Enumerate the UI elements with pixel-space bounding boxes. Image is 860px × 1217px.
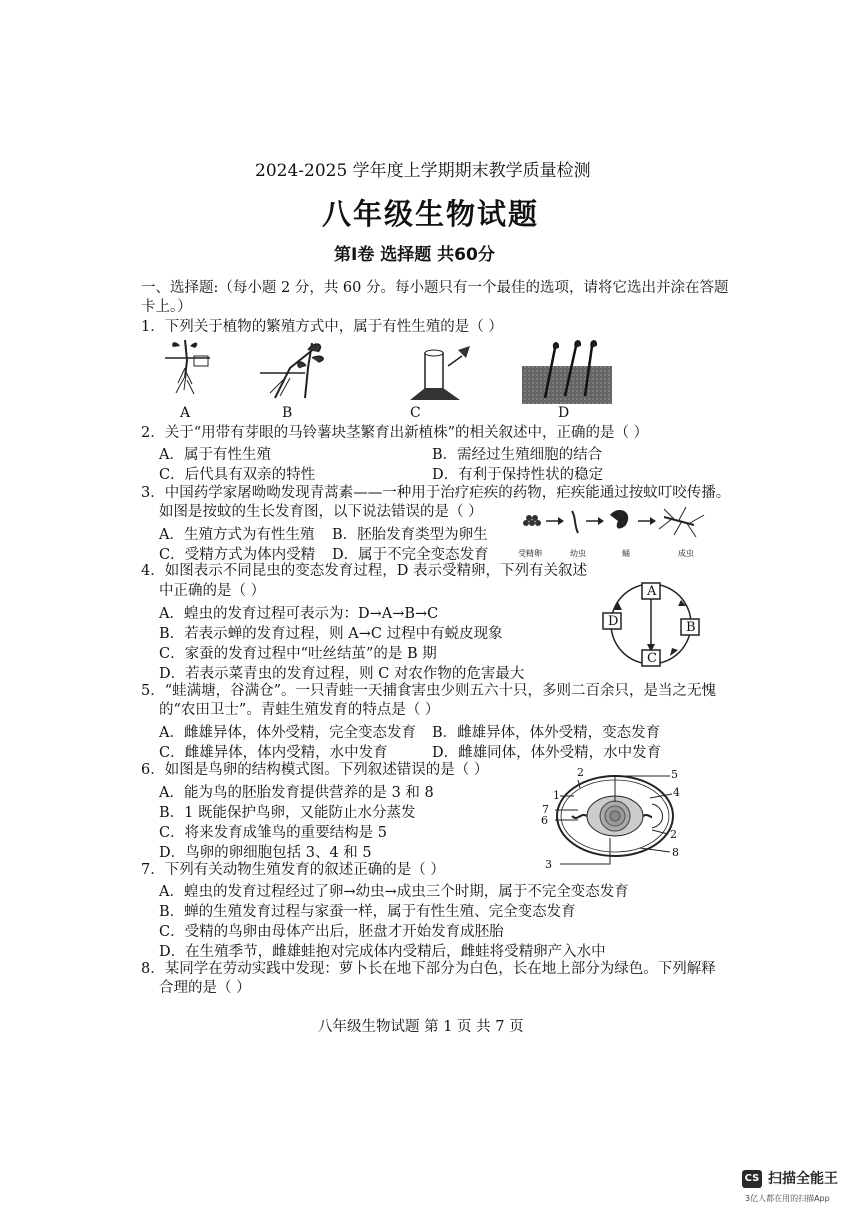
q2-option-d: D．有利于保持性状的稳定 (432, 467, 604, 483)
q6-num-7: 7 (542, 803, 549, 816)
q1-stem: 1．下列关于植物的繁殖方式中，属于有性生殖的是（ ） (141, 319, 503, 335)
instructions-line-2: 卡上。） (141, 299, 192, 315)
camscanner-tagline: 3亿人都在用的扫描App (745, 1194, 830, 1203)
q7-option-b: B．蝉的生殖发育过程与家蚕一样，属于有性生殖、完全变态发育 (159, 904, 576, 920)
q4-option-b: B．若表示蝉的发育过程，则 A→C 过程中有蜕皮现象 (159, 626, 503, 642)
q5-stem-line-1: 5．“蛙满塘，谷满仓”。一只青蛙一天捕食害虫少则五六十只，多则二百余只，是当之无愧 (141, 683, 717, 699)
q6-stem: 6．如图是鸟卵的结构模式图。下列叙述错误的是（ ） (141, 762, 489, 778)
section-title: 第Ⅰ卷 选择题 共60分 (334, 245, 495, 265)
q7-option-a: A．蝗虫的发育过程经过了卵→幼虫→成虫三个时期，属于不完全变态发育 (159, 884, 629, 900)
q8-stem-line-1: 8．某同学在劳动实践中发现：萝卜长在地下部分为白色，长在地上部分为绿色。下列解释 (141, 961, 716, 977)
q1-figure-a-cutting-icon (165, 340, 210, 394)
instructions-line-1: 一、选择题:（每小题 2 分，共 60 分。每小题只有一个最佳的选项，请将它选出并涂在答题 (141, 280, 729, 296)
q1-figure-b-layering-icon (260, 343, 323, 398)
q5-option-c: C．雌雄异体，体内受精，水中发育 (159, 745, 388, 761)
q2-stem: 2．关于“用带有芽眼的马铃薯块茎繁育出新植株”的相关叙述中，正确的是（ ） (141, 425, 649, 441)
q4-option-a: A．蝗虫的发育过程可表示为：D→A→B→C (159, 606, 439, 622)
q6-num-2-right: 2 (670, 828, 677, 841)
q3-stage-label-adult: 成虫 (678, 549, 694, 558)
q4-option-c: C．家蚕的发育过程中“吐丝结茧”的是 B 期 (159, 646, 437, 662)
page-footer: 八年级生物试题 第 1 页 共 7 页 (318, 1019, 524, 1035)
q3-option-d: D．属于不完全变态发育 (332, 547, 489, 563)
q6-option-a: A．能为鸟的胚胎发育提供营养的是 3 和 8 (159, 785, 434, 801)
q7-option-c: C．受精的鸟卵由母体产出后，胚盘才开始发育成胚胎 (159, 924, 504, 940)
exam-title: 2024-2025 学年度上学期期末教学质量检测 (255, 161, 591, 181)
camscanner-name: 扫描全能王 (768, 1171, 838, 1187)
q8-stem-line-2: 合理的是（ ） (159, 980, 251, 996)
q3-option-c: C．受精方式为体内受精 (159, 547, 316, 563)
q4-node-d: D (608, 614, 619, 629)
q4-node-c: C (647, 651, 657, 666)
q2-option-b: B．需经过生殖细胞的结合 (432, 447, 603, 463)
q6-num-8: 8 (672, 846, 679, 859)
q4-option-d: D．若表示菜青虫的发育过程，则 C 对农作物的危害最大 (159, 666, 525, 682)
q5-option-d: D．雌雄同体，体外受精，水中发育 (432, 745, 662, 761)
q6-num-3: 3 (545, 858, 552, 871)
q3-stage-label-egg: 受精卵 (518, 549, 542, 558)
pupa-icon (610, 510, 628, 528)
q3-stage-label-larva: 幼虫 (570, 549, 586, 558)
larva-icon (572, 511, 578, 533)
q5-option-a: A．雌雄异体，体外受精，完全变态发育 (159, 725, 416, 741)
q7-option-d: D．在生殖季节，雌雄蛙抱对完成体内受精后，雌蛙将受精卵产入水中 (159, 944, 606, 960)
q1-figure (140, 338, 620, 408)
q4-node-a: A (647, 584, 657, 599)
q1-label-a: A (180, 405, 191, 421)
q4-stem-line-1: 4．如图表示不同昆虫的变态发育过程，D 表示受精卵，下列有关叙述 (141, 563, 587, 579)
q7-stem: 7．下列有关动物生殖发育的叙述正确的是（ ） (141, 862, 445, 878)
q6-option-d: D．鸟卵的卵细胞包括 3、4 和 5 (159, 845, 372, 861)
q3-stem-line-2: 如图是按蚊的生长发育图，以下说法错误的是（ ） (159, 504, 483, 520)
q6-bird-egg-diagram (540, 766, 690, 866)
q5-option-b: B．雌雄异体，体外受精，变态发育 (432, 725, 661, 741)
subject-title: 八年级生物试题 (322, 197, 540, 231)
camscanner-logo-icon: CS (742, 1170, 762, 1188)
q1-label-c: C (410, 405, 421, 421)
q6-num-6: 6 (541, 814, 548, 827)
q5-stem-line-2: 的“农田卫士”。青蛙生殖发育的特点是（ ） (159, 702, 440, 718)
q3-option-a: A．生殖方式为有性生殖 (159, 527, 315, 543)
q2-option-a: A．属于有性生殖 (159, 447, 271, 463)
adult-mosquito-icon (659, 507, 704, 537)
q3-stage-label-pupa: 蛹 (622, 549, 630, 558)
q3-option-b: B．胚胎发育类型为卵生 (332, 527, 488, 543)
q6-num-5: 5 (671, 768, 678, 781)
q2-option-c: C．后代具有双亲的特性 (159, 467, 316, 483)
q6-option-b: B．1 既能保护鸟卵，又能防止水分蒸发 (159, 805, 416, 821)
q3-stem-line-1: 3．中国药学家屠呦呦发现青蒿素——一种用于治疗疟疾的药物，疟疾能通过按蚊叮咬传播。 (141, 485, 731, 501)
egg-raft-icon (523, 515, 541, 526)
q6-option-c: C．将来发育成雏鸟的重要结构是 5 (159, 825, 387, 841)
q1-figure-c-grafting-icon (410, 346, 470, 400)
q6-num-1: 1 (553, 789, 560, 802)
q4-stem-line-2: 中正确的是（ ） (159, 583, 266, 599)
q6-num-2-top: 2 (577, 766, 584, 779)
q6-num-4: 4 (673, 786, 680, 799)
q1-label-b: B (282, 405, 293, 421)
q4-node-b: B (686, 620, 696, 635)
q1-label-d: D (558, 405, 570, 421)
q1-figure-d-vine-cutting-icon (522, 341, 612, 404)
